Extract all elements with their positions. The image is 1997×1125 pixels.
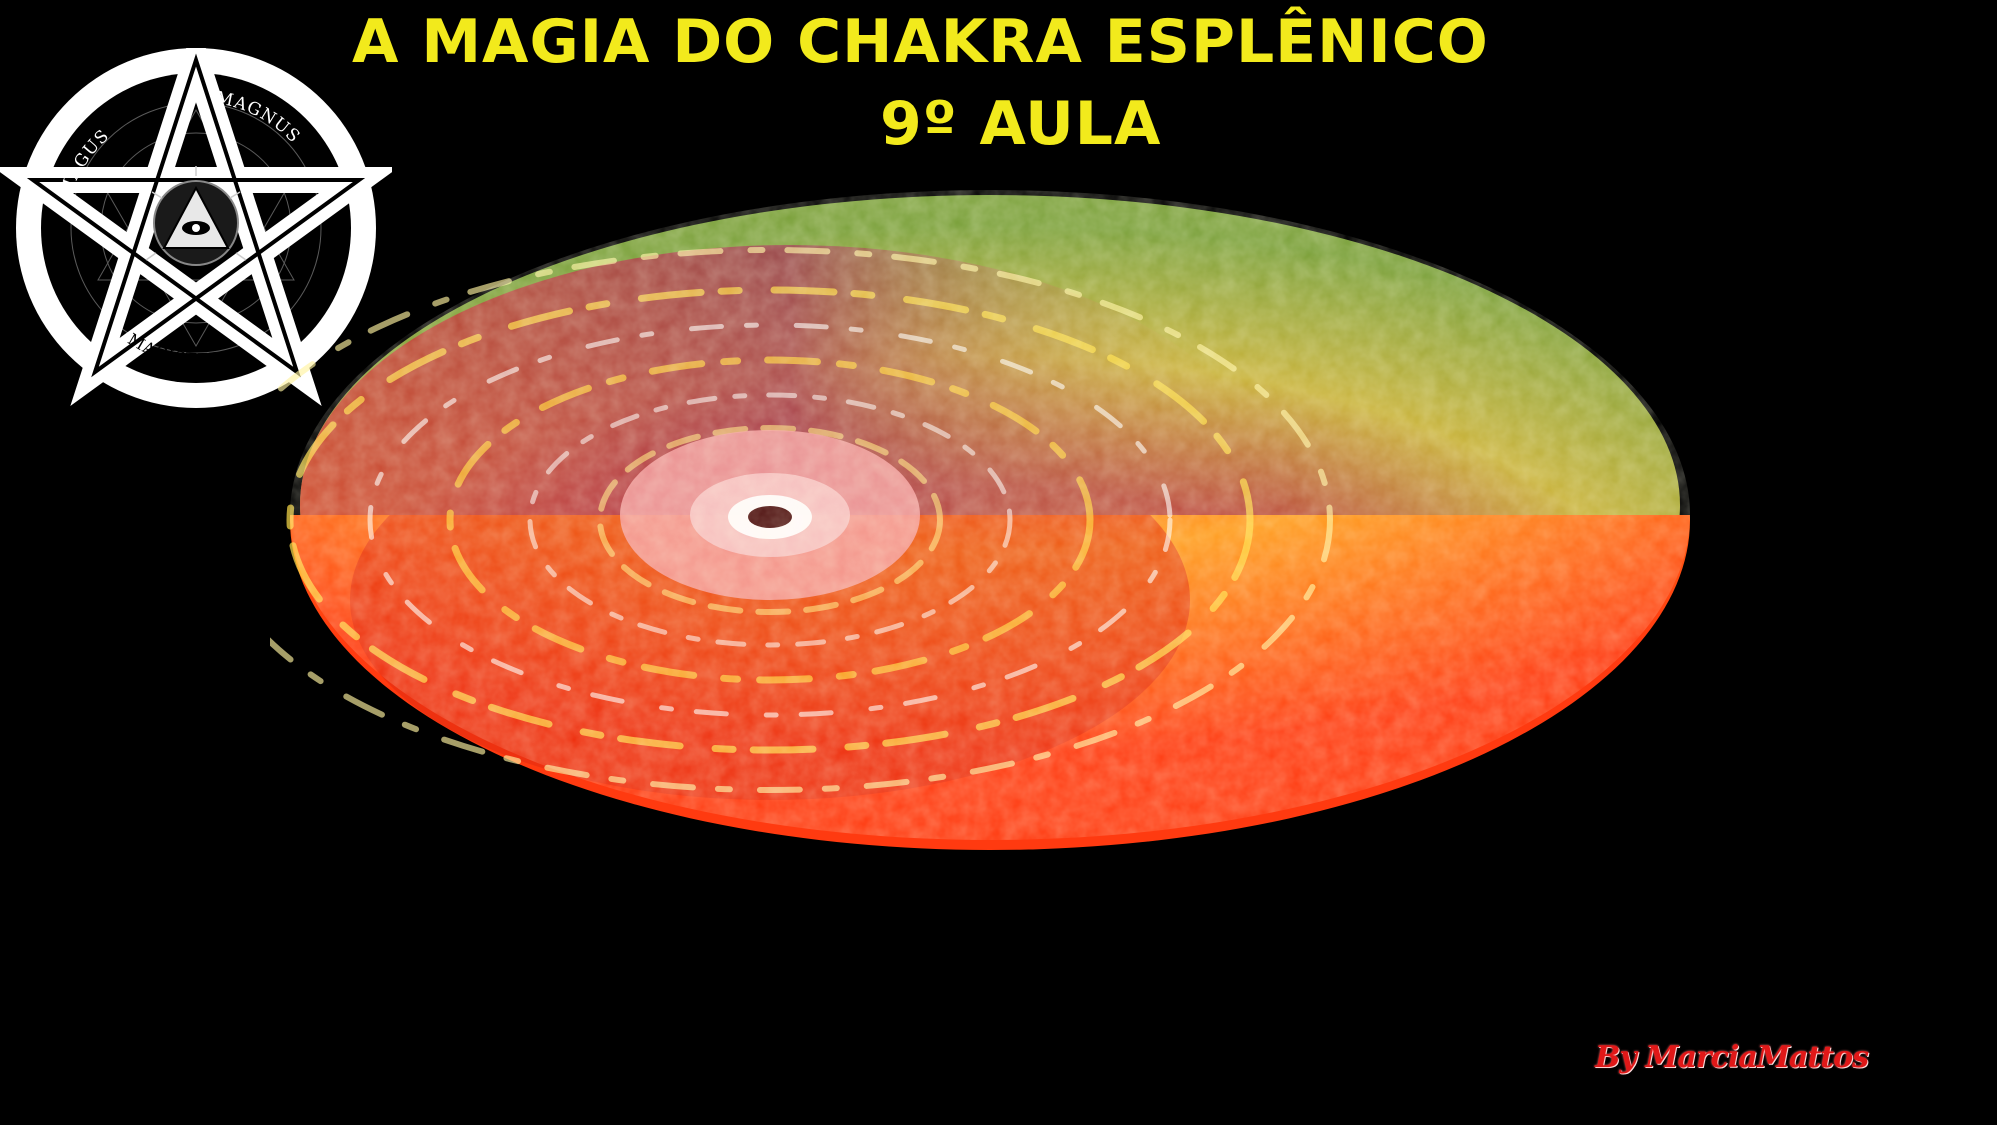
slide-subtitle: 9º AULA	[880, 89, 1162, 159]
logo-word-magus: MAGUS	[55, 125, 114, 200]
splenic-chakra-disc	[270, 180, 1710, 860]
logo-word-magister: MAGISTER	[124, 329, 224, 369]
slide-title: A MAGIA DO CHAKRA ESPLÊNICO	[352, 7, 1489, 77]
author-signature: By MarciaMattos	[1595, 1040, 1869, 1075]
logo-word-magnus: MAGNUS	[213, 87, 305, 148]
